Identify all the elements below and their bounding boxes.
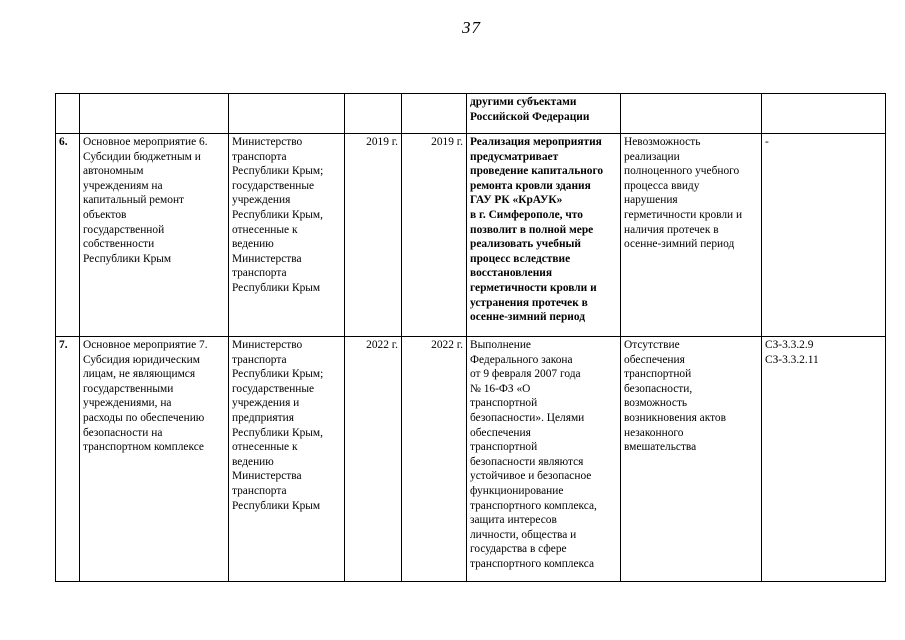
executor-cell-line: отнесенные к bbox=[232, 223, 298, 236]
expected-result-cell-line: обеспечения bbox=[470, 426, 531, 439]
expected-result-cell-line: ремонта кровли здания bbox=[470, 179, 591, 192]
row-number: 6. bbox=[56, 134, 80, 337]
expected-result-cell-line: государства в сфере bbox=[470, 543, 567, 556]
risk-cell-line: процесса ввиду bbox=[624, 179, 700, 192]
indicator-cell bbox=[762, 134, 886, 337]
indicator-cell-line: - bbox=[765, 136, 769, 148]
executor-cell-line: Министерство bbox=[232, 136, 303, 148]
expected-result-cell-line: ГАУ РК «КрАУК» bbox=[470, 194, 563, 207]
activity-name-cell-line: учреждениям на bbox=[83, 179, 163, 192]
table-row bbox=[56, 337, 886, 582]
executor-cell-line: государственные bbox=[232, 382, 315, 395]
expected-result-cell-line: в г. Симферополе, что bbox=[470, 208, 583, 221]
risk-cell bbox=[621, 94, 762, 134]
executor-cell-line: учреждения и bbox=[232, 397, 300, 410]
executor-cell-line: Республики Крым, bbox=[232, 426, 323, 439]
risk-cell-line: возникновения актов bbox=[624, 411, 726, 424]
activities-table bbox=[55, 93, 886, 582]
activity-name-cell-line: собственности bbox=[83, 238, 155, 251]
activity-name-cell-line: Основное мероприятие 6. bbox=[83, 136, 208, 148]
executor-cell-line: Республики Крым; bbox=[232, 368, 324, 381]
executor-cell-line: транспорта bbox=[232, 484, 287, 497]
expected-result-cell-line: Российской Федерации bbox=[470, 110, 590, 123]
expected-result-cell bbox=[467, 134, 621, 337]
expected-result-cell-line: проведение капитального bbox=[470, 165, 604, 178]
executor-cell-line: Республики Крым bbox=[232, 499, 321, 512]
risk-cell bbox=[621, 337, 762, 582]
expected-result-cell-line: устойчивое и безопасное bbox=[470, 470, 592, 483]
end-year-cell: 2022 г. bbox=[402, 337, 467, 582]
activity-name-cell-line: объектов bbox=[83, 208, 127, 221]
activity-name-cell-line: государственными bbox=[83, 382, 174, 395]
risk-cell-line: герметичности кровли и bbox=[624, 208, 743, 221]
executor-cell-line: Министерство bbox=[232, 339, 303, 351]
indicator-cell-line: СЗ-3.3.2.9 bbox=[765, 339, 814, 351]
expected-result-cell-line: транспортной bbox=[470, 441, 538, 454]
end-year-cell bbox=[402, 94, 467, 134]
risk-cell-line: безопасности, bbox=[624, 382, 693, 395]
row-number: 7. bbox=[56, 337, 80, 582]
expected-result-cell-line: процесс вследствие bbox=[470, 252, 571, 265]
start-year-cell: 2022 г. bbox=[345, 337, 402, 582]
page-number: 37 bbox=[462, 18, 481, 37]
risk-cell-line: незаконного bbox=[624, 426, 684, 439]
expected-result-cell-line: герметичности кровли и bbox=[470, 281, 597, 294]
executor-cell-line: Республики Крым bbox=[232, 281, 321, 294]
risk-cell-line: возможность bbox=[624, 397, 688, 410]
executor-cell-line: Республики Крым, bbox=[232, 208, 323, 221]
expected-result-cell-line: № 16-ФЗ «О bbox=[470, 382, 531, 395]
executor-cell-line: транспорта bbox=[232, 150, 287, 163]
expected-result-cell-line: другими субъектами bbox=[470, 96, 577, 108]
activity-name-cell-line: расходы по обеспечению bbox=[83, 411, 205, 424]
risk-cell-line: обеспечения bbox=[624, 353, 685, 366]
expected-result-cell-line: защита интересов bbox=[470, 514, 557, 527]
expected-result-cell-line: восстановления bbox=[470, 267, 553, 280]
risk-cell-line: Невозможность bbox=[624, 136, 701, 148]
risk-cell-line: реализации bbox=[624, 150, 680, 163]
activity-name-cell-line: Субсидии бюджетным и bbox=[83, 150, 201, 163]
expected-result-cell-line: транспортного комплекса bbox=[470, 557, 595, 570]
activity-name-cell-line: государственной bbox=[83, 223, 165, 236]
executor-cell bbox=[229, 337, 345, 582]
expected-result-cell-line: безопасности являются bbox=[470, 455, 584, 468]
activity-name-cell-line: автономным bbox=[83, 165, 144, 178]
expected-result-cell bbox=[467, 337, 621, 582]
risk-cell-line: Отсутствие bbox=[624, 339, 680, 351]
executor-cell-line: государственные bbox=[232, 179, 315, 192]
risk-cell-line: полноценного учебного bbox=[624, 165, 740, 178]
executor-cell-line: ведению bbox=[232, 455, 274, 468]
executor-cell-line: Республики Крым; bbox=[232, 165, 324, 178]
activity-name-cell bbox=[80, 134, 229, 337]
indicator-cell-line: СЗ-3.3.2.11 bbox=[765, 353, 819, 366]
executor-cell-line: отнесенные к bbox=[232, 441, 298, 454]
activity-name-cell-line: Основное мероприятие 7. bbox=[83, 339, 208, 351]
expected-result-cell-line: Реализация мероприятия bbox=[470, 136, 602, 148]
activity-name-cell-line: капитальный ремонт bbox=[83, 194, 185, 207]
activity-name-cell-line: Республики Крым bbox=[83, 252, 172, 265]
row-number bbox=[56, 94, 80, 134]
expected-result-cell-line: осенне-зимний период bbox=[470, 311, 586, 324]
activity-name-cell-line: Субсидия юридическим bbox=[83, 353, 200, 366]
executor-cell-line: Министерства bbox=[232, 252, 302, 265]
expected-result-cell-line: позволит в полной мере bbox=[470, 223, 594, 236]
expected-result-cell-line: от 9 февраля 2007 года bbox=[470, 368, 581, 381]
executor-cell-line: ведению bbox=[232, 238, 274, 251]
table-row bbox=[56, 134, 886, 337]
executor-cell-line: Министерства bbox=[232, 470, 302, 483]
activity-name-cell bbox=[80, 337, 229, 582]
indicator-cell bbox=[762, 337, 886, 582]
table-row bbox=[56, 94, 886, 134]
start-year-cell bbox=[345, 94, 402, 134]
expected-result-cell-line: транспортного комплекса, bbox=[470, 499, 597, 512]
activity-name-cell-line: учреждениями, на bbox=[83, 397, 172, 410]
expected-result-cell bbox=[467, 94, 621, 134]
risk-cell-line: вмешательства bbox=[624, 441, 697, 454]
expected-result-cell-line: функционирование bbox=[470, 484, 564, 497]
activity-name-cell-line: транспортном комплексе bbox=[83, 441, 204, 454]
activity-name-cell-line: лицам, не являющимся bbox=[83, 368, 196, 381]
indicator-cell bbox=[762, 94, 886, 134]
risk-cell-line: нарушения bbox=[624, 194, 678, 207]
expected-result-cell-line: личности, общества и bbox=[470, 528, 577, 541]
expected-result-cell-line: предусматривает bbox=[470, 150, 559, 163]
table-body bbox=[56, 94, 886, 582]
expected-result-cell-line: Выполнение bbox=[470, 339, 531, 351]
executor-cell bbox=[229, 94, 345, 134]
risk-cell-line: наличия протечек в bbox=[624, 223, 719, 236]
expected-result-cell-line: безопасности». Целями bbox=[470, 411, 585, 424]
executor-cell-line: транспорта bbox=[232, 353, 287, 366]
risk-cell-line: транспортной bbox=[624, 368, 692, 381]
expected-result-cell-line: реализовать учебный bbox=[470, 238, 581, 251]
end-year-cell: 2019 г. bbox=[402, 134, 467, 337]
expected-result-cell-line: устранения протечек в bbox=[470, 296, 588, 309]
risk-cell-line: осенне-зимний период bbox=[624, 238, 735, 251]
expected-result-cell-line: Федерального закона bbox=[470, 353, 573, 366]
activity-name-cell-line: безопасности на bbox=[83, 426, 163, 439]
start-year-cell: 2019 г. bbox=[345, 134, 402, 337]
expected-result-cell-line: транспортной bbox=[470, 397, 538, 410]
executor-cell-line: учреждения bbox=[232, 194, 291, 207]
executor-cell bbox=[229, 134, 345, 337]
executor-cell-line: предприятия bbox=[232, 411, 294, 424]
activity-name-cell bbox=[80, 94, 229, 134]
executor-cell-line: транспорта bbox=[232, 267, 287, 280]
risk-cell bbox=[621, 134, 762, 337]
